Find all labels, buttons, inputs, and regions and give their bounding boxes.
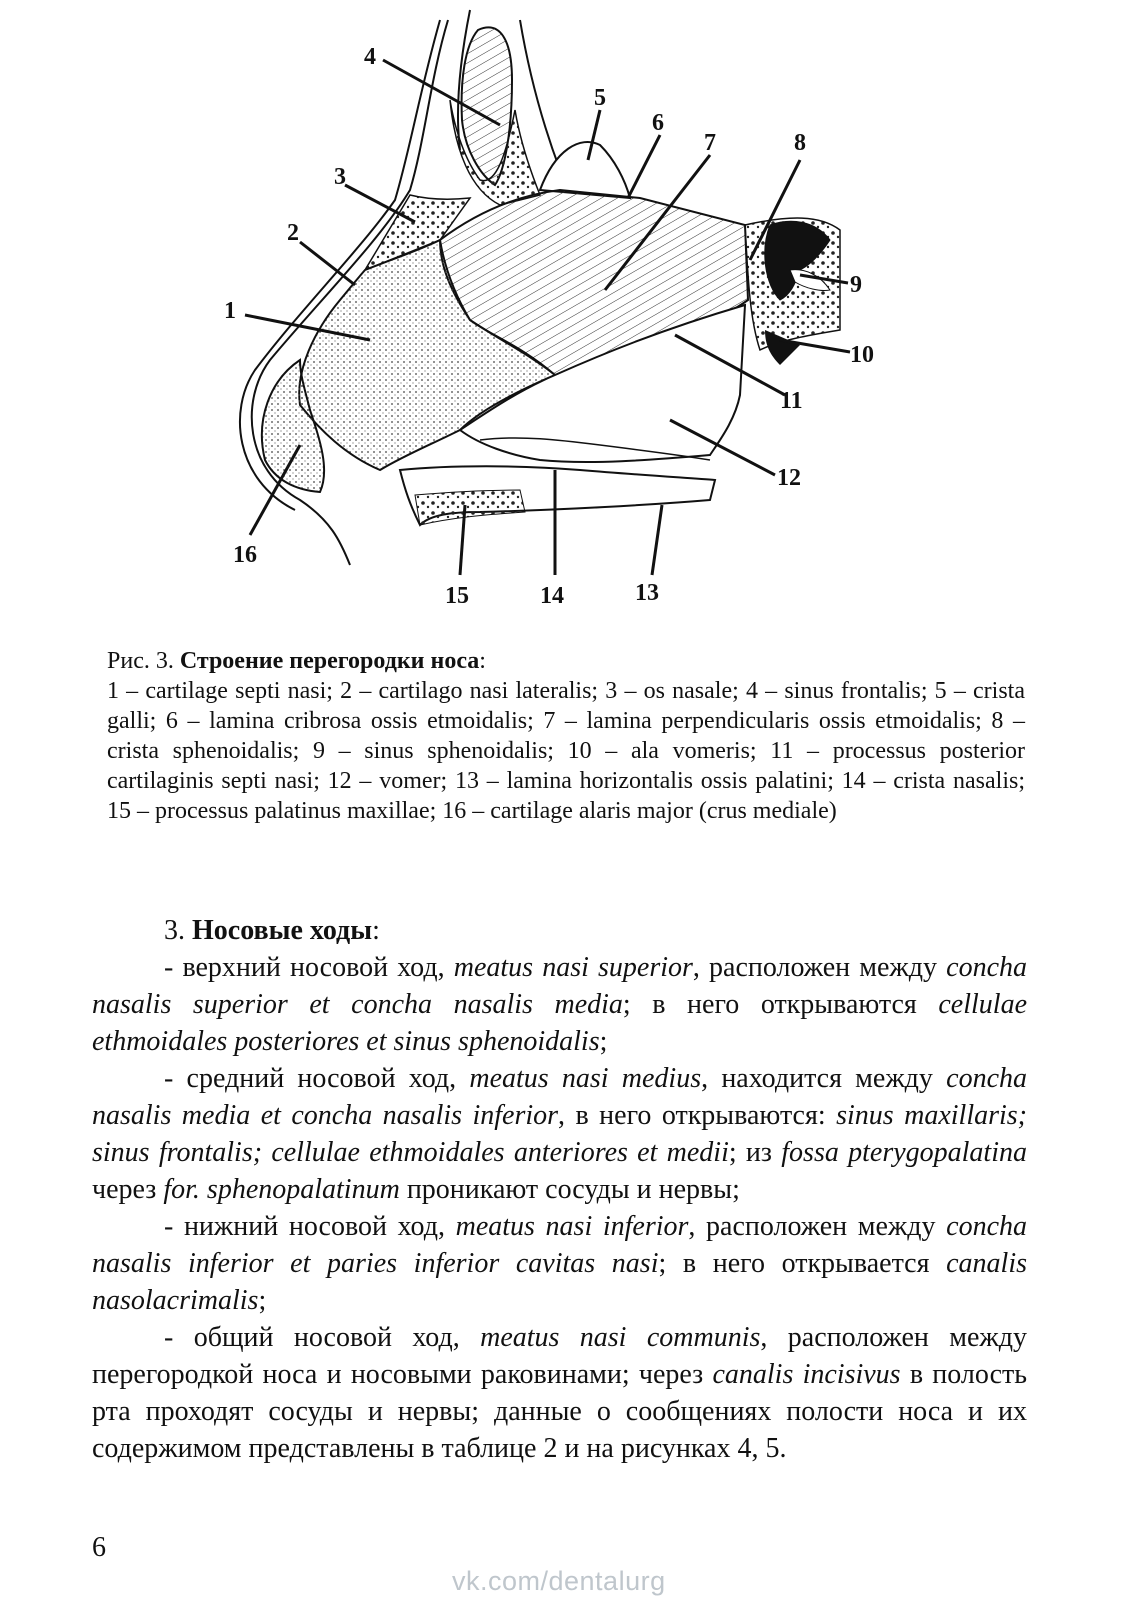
latin-term: concha nasalis inferior et paries inferior cavitas nasi bbox=[92, 1211, 1028, 1279]
text-run: - нижний носовой ход, bbox=[164, 1211, 456, 1242]
page-number: 6 bbox=[92, 1532, 106, 1563]
latin-term: fossa pterygopalatina bbox=[781, 1137, 1027, 1168]
text-run: ; из bbox=[728, 1137, 782, 1168]
label-10: 10 bbox=[850, 342, 874, 368]
caption-title: Строение перегородки носа bbox=[179, 648, 480, 674]
section-heading bbox=[92, 912, 1027, 949]
text-run: ; bbox=[258, 1285, 267, 1316]
caption-legend: 1 – cartilage septi nasi; 2 – cartilago nasi lateralis; 3 – os nasale; 4 – sinus frontalis; 5 – crista galli; 6 – lamina cribrosa ossis etmoidalis; 7 – lamina perpendicularis ossis etmoidalis; 8 – crista sphenoidalis; 9 – sinus sphenoidalis; 10 – ala vomeris; 11 – processus posterior cartilaginis septi nasi; 12 – vomer; 13 – lamina horizontalis ossis palatini; 14 – crista nasalis; 15 – processus palatinus maxillae; 16 – cartilage alaris major (crus mediale) bbox=[107, 678, 1025, 824]
label-7: 7 bbox=[704, 130, 716, 156]
latin-term: for. sphenopalatinum bbox=[163, 1174, 400, 1205]
section-colon: : bbox=[372, 915, 380, 946]
label-13: 13 bbox=[635, 580, 659, 606]
latin-term: meatus nasi medius bbox=[469, 1063, 702, 1094]
latin-term: canalis nasolacrimalis bbox=[92, 1248, 1027, 1316]
latin-term: meatus nasi inferior bbox=[455, 1211, 689, 1242]
caption-prefix: Рис. 3. bbox=[107, 648, 180, 674]
latin-term: cellulae ethmoidales posteriores et sinus sphenoidalis bbox=[92, 989, 1027, 1057]
latin-term: concha nasalis media et concha nasalis inferior bbox=[92, 1063, 1027, 1131]
text-run: - верхний носовой ход, bbox=[164, 952, 454, 983]
label-2: 2 bbox=[287, 220, 299, 246]
latin-term: sinus maxillaris; sinus frontalis; cellulae ethmoidales anteriores et medii bbox=[92, 1100, 1027, 1168]
latin-term: meatus nasi communis bbox=[480, 1322, 761, 1353]
latin-term: meatus nasi superior bbox=[453, 952, 693, 983]
label-1: 1 bbox=[224, 298, 236, 324]
text-run: - общий носовой ход, bbox=[164, 1322, 481, 1353]
text-run: , в него открываются: bbox=[558, 1100, 837, 1131]
section-title: Носовые ходы bbox=[192, 915, 373, 946]
maxilla-palatine-process bbox=[415, 490, 525, 525]
text-run: - средний носовой ход, bbox=[164, 1063, 470, 1094]
text-run: ; в него открывается bbox=[658, 1248, 947, 1279]
paragraph-meatus-superior bbox=[92, 949, 1027, 1060]
nasal-septum-figure bbox=[0, 0, 1132, 630]
label-15: 15 bbox=[445, 583, 469, 609]
label-4: 4 bbox=[364, 44, 376, 70]
paragraph-meatus-medius bbox=[92, 1060, 1027, 1208]
label-11: 11 bbox=[780, 388, 803, 414]
text-run: в полость рта проходят сосуды и нервы; данные о сообщениях полости носа и их содержимом представлены в таблице 2 и на рисунках 4, 5. bbox=[92, 1359, 1028, 1464]
label-3: 3 bbox=[334, 164, 346, 190]
figure-caption bbox=[107, 646, 1025, 826]
label-5: 5 bbox=[594, 85, 606, 111]
text-run: проникают сосуды и нервы; bbox=[399, 1174, 740, 1205]
text-run: через bbox=[92, 1174, 164, 1205]
label-14: 14 bbox=[540, 583, 564, 609]
label-6: 6 bbox=[652, 110, 664, 136]
paragraph-meatus-communis bbox=[92, 1319, 1027, 1467]
label-8: 8 bbox=[794, 130, 806, 156]
text-run: , расположен между bbox=[688, 1211, 947, 1242]
text-run: , находится между bbox=[701, 1063, 947, 1094]
watermark: vk.com/dentalurg bbox=[452, 1566, 666, 1596]
latin-term: canalis incisivus bbox=[712, 1359, 901, 1390]
label-16: 16 bbox=[233, 542, 257, 568]
text-run: , расположен между bbox=[692, 952, 947, 983]
text-run: , расположен между перегородкой носа и носовыми раковинами; через bbox=[92, 1322, 1028, 1390]
label-9: 9 bbox=[850, 272, 862, 298]
text-run: ; bbox=[599, 1026, 608, 1057]
label-12: 12 bbox=[777, 465, 801, 491]
paragraph-meatus-inferior bbox=[92, 1208, 1027, 1319]
section-number: 3. bbox=[164, 915, 192, 946]
body-text bbox=[92, 912, 1027, 1467]
text-run: ; в него открываются bbox=[622, 989, 939, 1020]
caption-colon: : bbox=[479, 648, 486, 674]
latin-term: concha nasalis superior et concha nasalis media bbox=[92, 952, 1027, 1020]
